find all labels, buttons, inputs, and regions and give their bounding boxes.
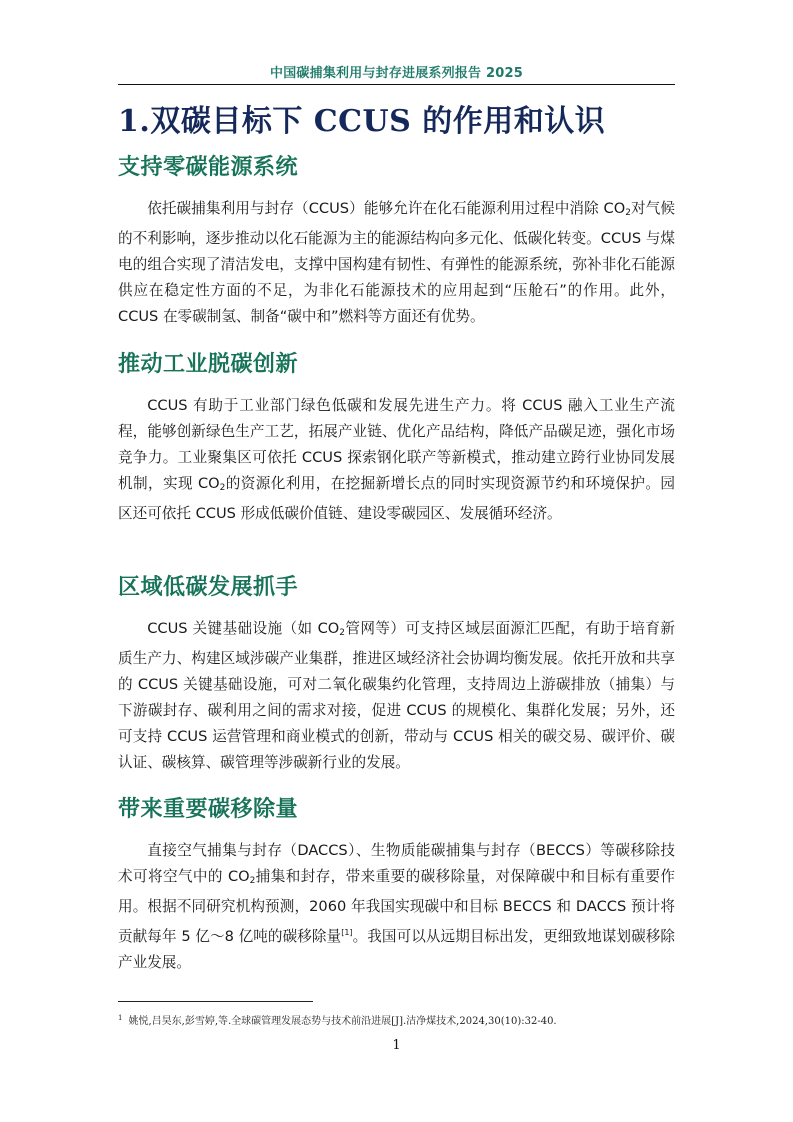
footnote-text: 姚悦,吕昊东,彭雪婷,等.全球碳管理发展态势与技术前沿进展[J].洁净煤技术,2024,30(10):32-40.	[128, 1016, 557, 1027]
section-heading: 推动工业脱碳创新	[118, 352, 299, 377]
text-run: 直接空气捕集与封存（DACCS）、生物质能碳捕集与封存（BECCS）等碳移除技术可将空气中的 CO	[118, 842, 675, 885]
text-run: 的资源化利用，在挖掘新增长点的同时实现资源节约和环境保护。园区还可依托 CCUS 形成低碳价值链、建设零碳园区、发展循环经济。	[118, 475, 675, 522]
text-run: 捕集和封存，带来重要的碳移除量，对保障碳中和目标有重要作用。根据不同研究机构预测，2060 年我国实现碳中和目标 BECCS 和 DACCS 预计将贡献每年 5 亿～8 亿吨的碳移除量	[118, 868, 675, 945]
section-heading: 支持零碳能源系统	[118, 155, 299, 180]
page-number: 1	[392, 1038, 401, 1053]
footnote-rule	[118, 1001, 313, 1002]
section-carbon-removal	[118, 792, 675, 976]
header-rule	[118, 84, 675, 85]
section-industrial-decarbonization	[118, 347, 675, 527]
chapter-title: 1.双碳目标下 CCUS 的作用和认识	[118, 104, 606, 139]
section-paragraph	[118, 838, 675, 976]
subscript: 2	[219, 483, 226, 493]
subscript: 2	[249, 876, 256, 886]
section-paragraph	[118, 196, 675, 330]
section-zero-carbon-energy	[118, 150, 675, 330]
text-run: 依托碳捕集利用与封存（CCUS）能够允许在化石能源利用过程中消除 CO	[147, 200, 626, 217]
section-heading: 区域低碳发展抓手	[118, 575, 299, 600]
footnote-reference-link[interactable]: [1]	[341, 928, 353, 937]
text-run: CCUS 有助于工业部门绿色低碳和发展先进生产力。将 CCUS 融入工业生产流程，能够创新绿色生产工艺，拓展产业链、优化产品结构，降低产品碳足迹，强化市场竞争力。工业聚集区可依托 CCUS 探索钢化联产等新模式，推动建立跨行业协同发展机制，实现 CO	[118, 397, 675, 492]
footnote	[118, 1012, 675, 1027]
subscript: 2	[339, 628, 346, 638]
text-run: CCUS 关键基础设施（如 CO	[147, 620, 340, 637]
section-regional-low-carbon	[118, 570, 675, 776]
section-paragraph	[118, 616, 675, 776]
footnote-mark: 1	[118, 1014, 123, 1022]
subscript: 2	[625, 208, 631, 218]
section-paragraph	[118, 393, 675, 527]
text-run: 管网等）可支持区域层面源汇匹配，有助于培育新质生产力、构建区域涉碳产业集群，推进区域经济社会协调均衡发展。依托开放和共享的 CCUS 关键基础设施，可对二氧化碳集约化管理，支持周边上游碳排放（捕集）与下游碳封存、碳利用之间的需求对接，促进 CCUS 的规模化、集群化发展；另外，还可支持 CCUS 运营管理和商业模式的创新，带动与 CCUS 相关的碳交易、碳评价、碳认证、碳核算、碳管理等涉碳新行业的发展。	[118, 620, 675, 771]
section-heading: 带来重要碳移除量	[118, 797, 299, 822]
text-run: 对气候的不利影响，逐步推动以化石能源为主的能源结构向多元化、低碳化转变。CCUS 与煤电的组合实现了清洁发电，支撑中国构建有韧性、有弹性的能源系统，弥补非化石能源供应在稳定性方面的不足，为非化石能源技术的应用起到“压舱石”的作用。此外，CCUS 在零碳制氢、制备“碳中和”燃料等方面还有优势。	[118, 200, 675, 325]
running-header: 中国碳捕集利用与封存进展系列报告 2025	[270, 66, 523, 81]
text-run: 。我国可以从远期目标出发，更细致地谋划碳移除产业发展。	[118, 928, 675, 971]
